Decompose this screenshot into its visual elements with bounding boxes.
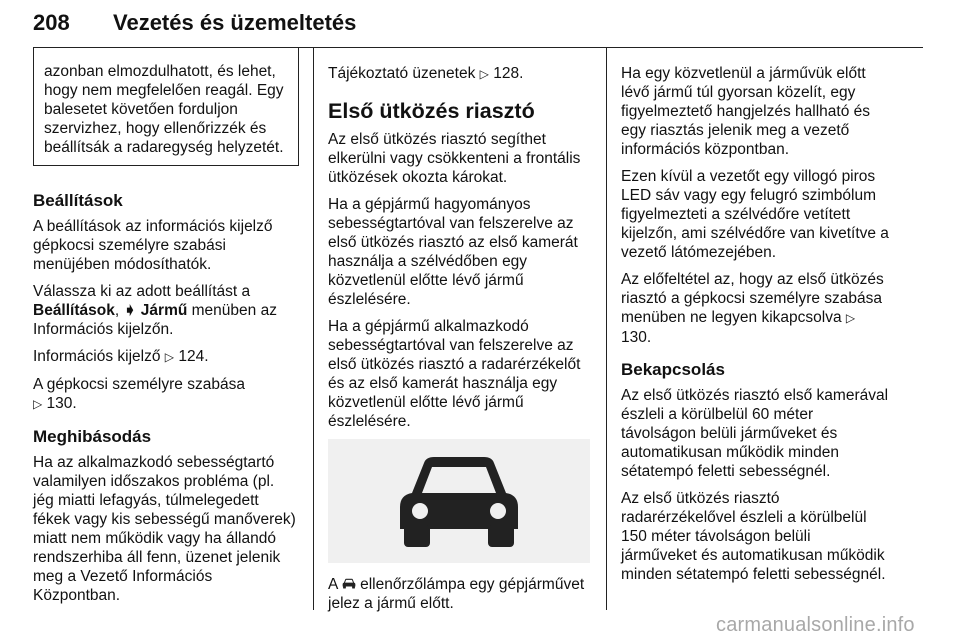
- fault-heading: Meghibásodás: [33, 427, 152, 446]
- fcw-paragraph-3: Ha a gépjármű alkalmazkodó sebességtartóval van felszerelve az első ütközés riasztó a radarérzékelőt és az első kamerát használja egy közvetlenül előtte lévő jármű észlelésére.: [328, 318, 581, 430]
- fault-paragraph: Ha az alkalmazkodó sebességtartó valamilyen időszakos probléma (pl. jég miatti lefagyás, túlmelegedett fékek vagy kis sebességű manőverek) miatt nem működik vagy ha állandó rendszerhiba áll fenn, üzenet jelenik meg a Vezető Információs Központban.: [33, 454, 296, 604]
- reference-arrow-icon: ▷: [164, 350, 175, 364]
- activation-heading: Bekapcsolás: [621, 360, 725, 379]
- warning-paragraph-2: Ezen kívül a vezetőt egy villogó piros LED sáv vagy egy felugró szimbólum figyelmezteti a szélvédőre vetített kijelzőn, ami szélvédőre van kivetítve a vezető látómezejében.: [621, 168, 889, 261]
- page-number: 208: [33, 10, 70, 35]
- settings-heading: Beállítások: [33, 191, 123, 210]
- page-header: [33, 6, 923, 46]
- figure-caption: A ellenőrzőlámpa egy gépjárművet jelez a jármű előtt.: [328, 576, 585, 612]
- settings-paragraph-3: Információs kijelző ▷ 124.: [33, 348, 209, 365]
- fcw-paragraph-2: Ha a gépjármű hagyományos sebességtartóval van felszerelve az első ütközés riasztó az első kamerát használja a szélvédőben egy közvetlenül előtte lévő jármű észlelésére.: [328, 196, 578, 308]
- info-messages-ref: Tájékoztató üzenetek ▷ 128.: [328, 65, 524, 82]
- fcw-paragraph-1: Az első ütközés riasztó segíthet elkerülni vagy csökkenteni a frontális ütközések okozta károkat.: [328, 131, 581, 186]
- menu-arrow-icon: ➧: [123, 302, 137, 319]
- prerequisite-paragraph: Az előfeltétel az, hogy az első ütközés riasztó a gépkocsi személyre szabása menüben ne legyen kikapcsolva ▷ 130.: [621, 271, 884, 346]
- column-3: [621, 64, 889, 592]
- activation-paragraph-2: Az első ütközés riasztó radarérzékelővel észleli a körülbelül 150 méter távolságon belüli járműveket és automatikusan működik minden sétatempó feletti sebességnél.: [621, 490, 886, 583]
- note-text: azonban elmozdulhatott, és lehet, hogy nem megfelelően reagál. Egy balesetet követően forduljon szervizhez, hogy ellenőrizzék és beállítsák a radaregység helyzetét.: [44, 63, 284, 156]
- reference-arrow-icon: ▷: [845, 311, 856, 325]
- note-box: [33, 48, 299, 166]
- column-divider-1: [313, 48, 314, 610]
- reference-arrow-icon: ▷: [479, 67, 489, 81]
- settings-paragraph-4: A gépkocsi személyre szabása ▷ 130.: [33, 376, 245, 412]
- activation-paragraph-1: Az első ütközés riasztó első kamerával észleli a körülbelül 60 méter távolságon belüli járműveket és automatikusan működik minden sétatempó feletti sebességnél.: [621, 387, 889, 480]
- settings-paragraph-1: A beállítások az információs kijelző gépkocsi személyre szabási menüjében módosíthatók.: [33, 218, 273, 273]
- car-front-icon: [394, 453, 524, 549]
- section-heading: Első ütközés riasztó: [328, 99, 535, 123]
- car-front-icon: [342, 578, 356, 589]
- column-1: [33, 64, 299, 613]
- watermark: carmanualsonline.info: [716, 614, 915, 636]
- column-divider-2: [606, 48, 607, 610]
- car-icon-figure: [328, 439, 590, 563]
- chapter-title: Vezetés és üzemeltetés: [113, 10, 357, 35]
- reference-arrow-icon: ▷: [33, 397, 43, 411]
- warning-paragraph-1: Ha egy közvetlenül a járművük előtt lévő jármű túl gyorsan közelít, egy figyelmeztető hangjelzés hallható és egy riasztás jelenik meg a vezető információs központban.: [621, 65, 871, 158]
- column-2: [328, 64, 592, 621]
- settings-paragraph-2: Válassza ki az adott beállítást a Beállítások, ➧ Jármű menüben az Információs kijelzőn.: [33, 283, 277, 338]
